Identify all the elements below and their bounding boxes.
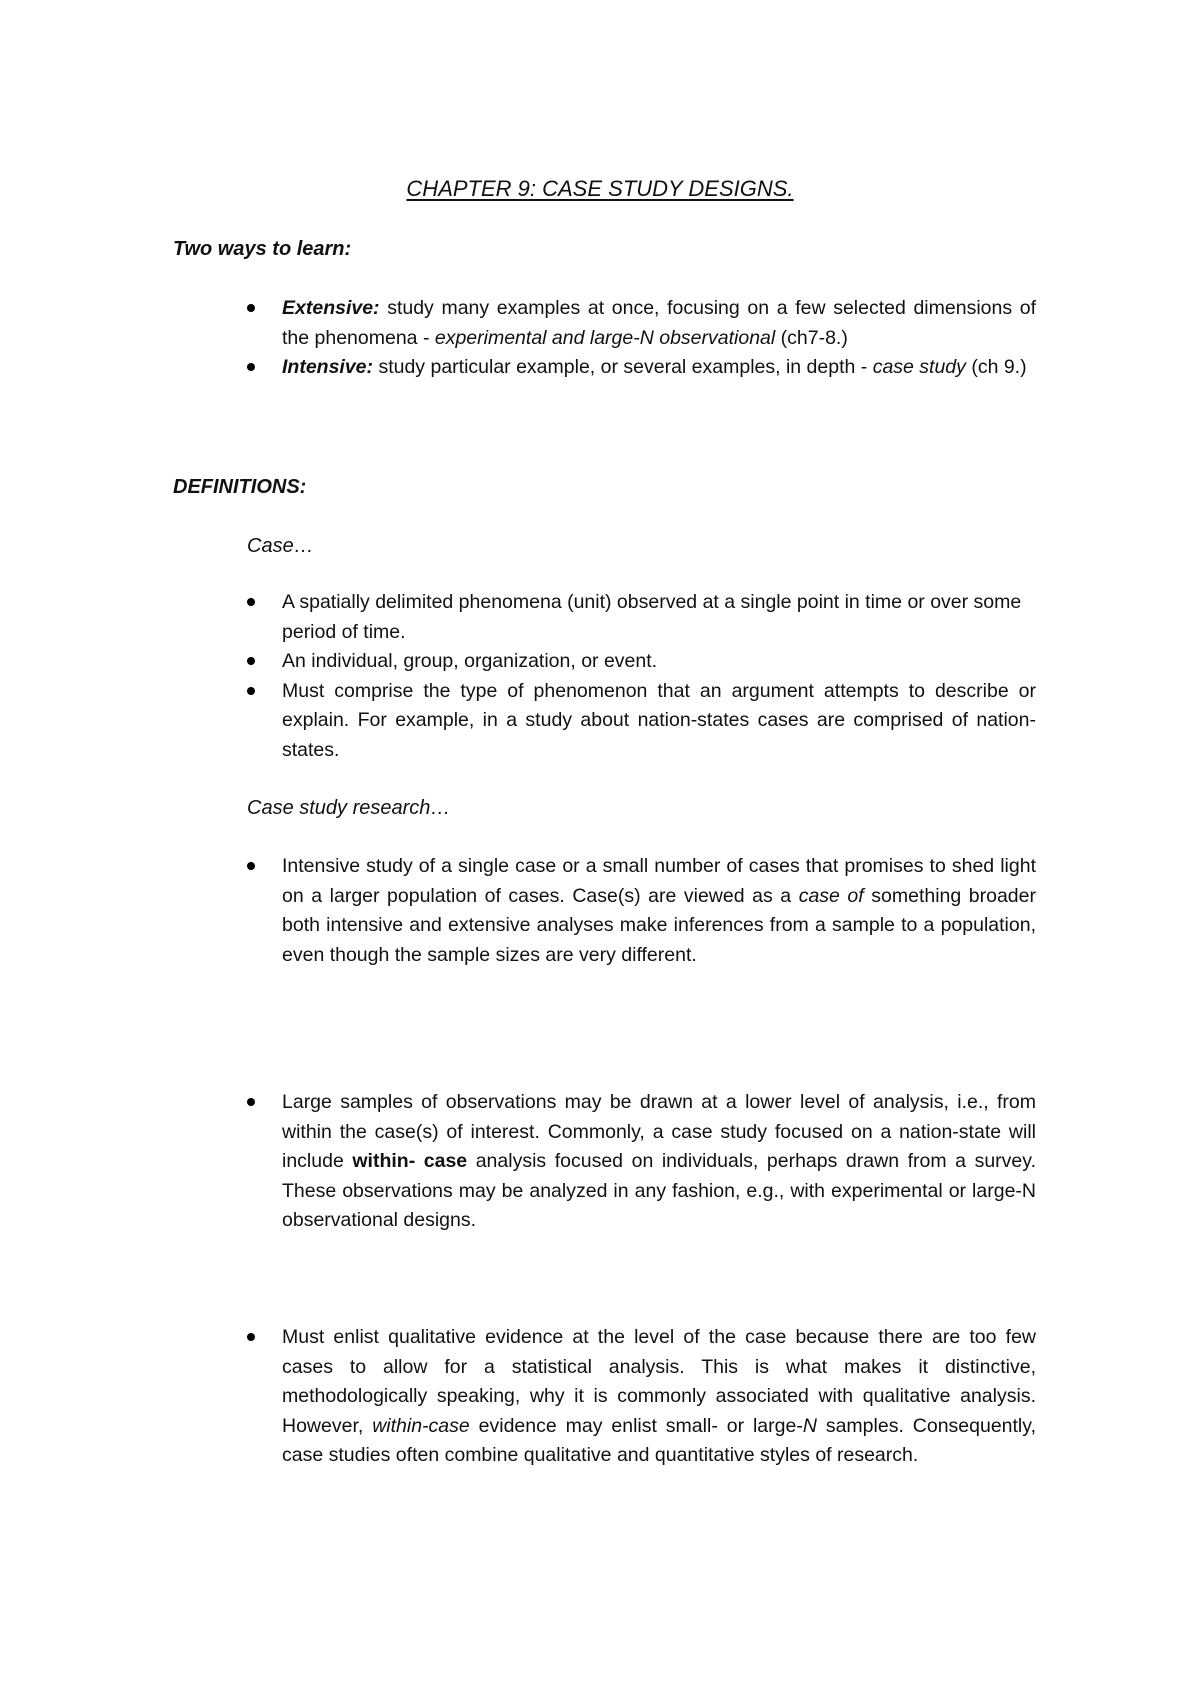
list-item: An individual, group, organization, or event. bbox=[0, 647, 1200, 677]
list-item: Intensive study of a single case or a small number of cases that promises to shed light on a larger population of cases. Case(s) are viewed as a case of something broader both intensive and extensive analyses make inferences from a sample to a population, even though the sample sizes are very different. bbox=[0, 852, 1200, 970]
case-study-research-label: Case study research… bbox=[247, 797, 451, 819]
ways-list bbox=[0, 294, 1200, 383]
list-item: Extensive: study many examples at once, focusing on a few selected dimensions of the phenomena - experimental and large-N observational (ch7-8.) bbox=[0, 294, 1200, 353]
term-extensive: Extensive: bbox=[282, 297, 380, 319]
definitions-heading: DEFINITIONS: bbox=[173, 476, 307, 498]
bullet-icon bbox=[247, 1098, 255, 1106]
case-list bbox=[0, 588, 1200, 765]
list-item: Must enlist qualitative evidence at the level of the case because there are too few cases to allow for a statistical analysis. This is what makes it distinctive, methodologically speaking, why it is commonly associated with qualitative analysis. However, within-case evidence may enlist small- or large-N samples. Consequently, case studies often combine qualitative and quantitative styles of research. bbox=[0, 1323, 1200, 1471]
term-intensive: Intensive: bbox=[282, 356, 374, 378]
ways-heading: Two ways to learn: bbox=[173, 238, 352, 260]
list-item: Must comprise the type of phenomenon that an argument attempts to describe or explain. For example, in a study about nation-states cases are comprised of nation-states. bbox=[0, 677, 1200, 766]
bullet-icon bbox=[247, 862, 255, 870]
research-list-2 bbox=[0, 1088, 1200, 1236]
bullet-icon bbox=[247, 304, 255, 312]
list-item: A spatially delimited phenomena (unit) observed at a single point in time or over some period of time. bbox=[0, 588, 1200, 647]
research-list-3 bbox=[0, 1323, 1200, 1471]
case-label: Case… bbox=[247, 535, 314, 557]
list-item: Large samples of observations may be drawn at a lower level of analysis, i.e., from within the case(s) of interest. Commonly, a case study focused on a nation-state will include within- case analysis focused on individuals, perhaps drawn from a survey. These observations may be analyzed in any fashion, e.g., with experimental or large-N observational designs. bbox=[0, 1088, 1200, 1236]
research-list-1 bbox=[0, 852, 1200, 970]
bullet-icon bbox=[247, 687, 255, 695]
chapter-title: CHAPTER 9: CASE STUDY DESIGNS. bbox=[406, 176, 794, 201]
list-item: Intensive: study particular example, or several examples, in depth - case study (ch 9.) bbox=[0, 353, 1200, 383]
bullet-icon bbox=[247, 657, 255, 665]
bullet-icon bbox=[247, 1333, 255, 1341]
bullet-icon bbox=[247, 363, 255, 371]
bullet-icon bbox=[247, 598, 255, 606]
